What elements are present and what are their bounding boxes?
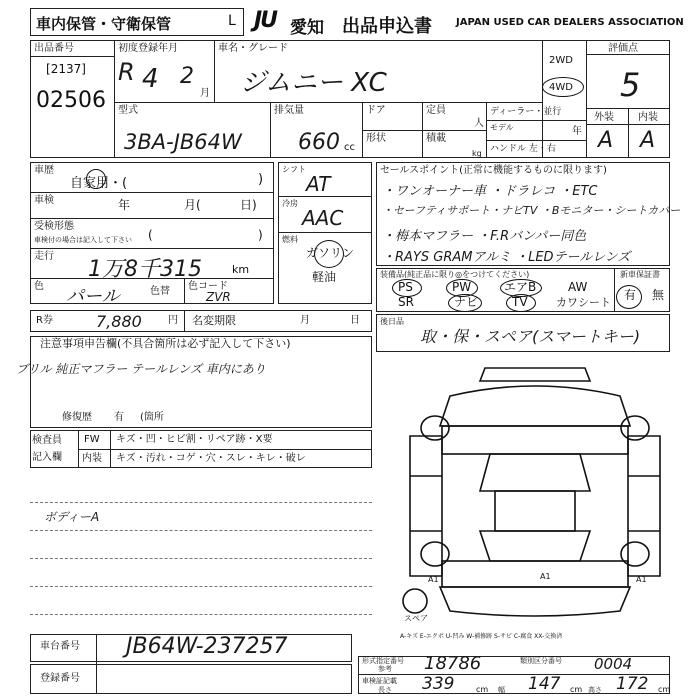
- inspector-row2-label: 内装: [82, 453, 102, 464]
- mileage-unit: km: [232, 263, 250, 276]
- height-value: 172: [616, 674, 649, 694]
- length-cm: cm: [476, 685, 489, 694]
- capacity-unit: 人: [474, 118, 484, 129]
- recycle-unit: 円: [168, 315, 178, 326]
- capacity-label: 定員: [426, 105, 446, 116]
- load-unit: kg: [472, 149, 482, 158]
- inspector-label-1: 検査員: [32, 435, 62, 446]
- grade-l: L: [228, 13, 236, 29]
- inspector-label-2: 記入欄: [32, 452, 62, 463]
- inspection-month: 月(: [184, 198, 201, 212]
- equip-leather: カワシート: [556, 296, 611, 309]
- color-value: パール: [66, 286, 120, 307]
- lot-label: 出品番号: [34, 43, 74, 54]
- model-label: モデル: [490, 123, 514, 132]
- grade-label: 評価点: [608, 43, 638, 54]
- warranty-label: 新車保証書: [620, 270, 660, 279]
- car-name: ジムニー XC: [240, 68, 387, 98]
- form-title: 出品申込書: [342, 16, 432, 37]
- body-note: ボディーA: [44, 510, 100, 524]
- ref-label: 参考: [378, 665, 392, 673]
- warranty-yes: 有: [624, 288, 637, 302]
- equip-ps: PS: [398, 280, 413, 294]
- len-label: 長さ: [378, 686, 392, 694]
- displ-value: 660: [298, 130, 340, 155]
- equip-navi-circle: [448, 294, 482, 312]
- chassis-label: 車台番号: [40, 641, 80, 652]
- fuel-light: 軽油: [312, 270, 337, 284]
- displ-unit: cc: [344, 142, 355, 153]
- history-circle: [86, 169, 106, 189]
- after-value: 取・保・スペア(スマートキー): [420, 327, 641, 346]
- fuel-gas: ガソリン: [306, 246, 355, 260]
- reg-era: R: [118, 58, 135, 86]
- color-label: 色: [34, 281, 44, 292]
- repair-label: 修復歴: [62, 412, 92, 423]
- namechange-label: 名変期限: [192, 314, 236, 327]
- fuel-gas-circle: [314, 240, 344, 268]
- load-label: 積載: [426, 133, 446, 144]
- lot-number: 02506: [36, 88, 106, 113]
- ju-logo: JU: [254, 8, 277, 33]
- interior-value: A: [640, 128, 656, 153]
- drive-4wd: 4WD: [549, 82, 573, 93]
- storage-label: 車内保管・守衛保管: [36, 15, 172, 33]
- sales-label: セールスポイント(正常に機能するものに限ります): [380, 165, 607, 176]
- a1-right: A1: [636, 575, 647, 584]
- equip-tv-circle: [506, 294, 536, 312]
- handle-label: ハンドル 左・右: [490, 144, 556, 154]
- sales-line-1: ・ワンオーナー車 ・ドラレコ ・ETC: [382, 184, 598, 199]
- spare-label: スペア: [404, 614, 428, 623]
- inspector-row1: キズ・凹・ヒビ割・リペア跡・X要: [116, 434, 273, 445]
- reg-year: 4: [142, 64, 159, 94]
- model-code-value: 18786: [424, 653, 482, 674]
- door-label: ドア: [366, 105, 386, 116]
- grade-value: 5: [620, 66, 641, 104]
- lot-sub-value: 2137: [50, 62, 82, 76]
- length-value: 339: [422, 674, 455, 694]
- reception-paren: (: [148, 228, 153, 242]
- repair-has: 有: [114, 412, 124, 423]
- reception-paren-close: ): [258, 228, 263, 242]
- shift-value: AT: [306, 172, 331, 196]
- color-change: 色替: [150, 286, 170, 297]
- car-diagram: [390, 356, 680, 626]
- width-value: 147: [528, 674, 561, 694]
- type-label: 型式: [118, 105, 138, 116]
- repair-place: (箇所: [140, 412, 164, 423]
- height-cm: cm: [658, 685, 671, 694]
- wid-label: 幅: [498, 686, 505, 694]
- interior-label: 内装: [638, 112, 658, 123]
- fuel-label: 燃料: [282, 235, 298, 244]
- equip-pw: PW: [452, 280, 472, 294]
- recycle-label: R券: [36, 315, 53, 326]
- recycle-value: 7,880: [96, 312, 142, 331]
- inspection-label: 車検: [34, 195, 54, 206]
- model-code-label: 形式指定番号: [362, 657, 404, 665]
- notes-label: 注意事項申告欄(不具合箇所は必ず記入して下さい): [40, 337, 291, 350]
- namechange-day: 日: [350, 315, 360, 326]
- dealer-label: ディーラー・並行: [490, 107, 562, 117]
- history-close: ): [258, 172, 264, 187]
- dims-label: 車検証記載: [362, 677, 397, 685]
- reg-month: 2: [180, 64, 194, 89]
- name-label: 車名・グレード: [218, 43, 288, 54]
- class-label: 類別区分番号: [520, 657, 562, 665]
- type-value: 3BA-JB64W: [124, 130, 242, 154]
- color-code-value: ZVR: [206, 290, 231, 304]
- reception-sub: 車検付の場合は記入して下さい: [34, 236, 132, 244]
- warranty-circle: [616, 285, 642, 309]
- chassis-value: JB64W-237257: [126, 634, 288, 659]
- warranty-no: 無: [652, 288, 665, 302]
- inspector-row2: キズ・汚れ・コゲ・穴・スレ・キレ・破レ: [116, 453, 306, 464]
- inspection-year: 年: [118, 198, 131, 212]
- a1-left: A1: [428, 575, 439, 584]
- sales-line-4: ・RAYS GRAMアルミ ・LEDテールレンズ: [382, 250, 631, 265]
- namechange-month: 月: [300, 315, 310, 326]
- model-year: 年: [572, 126, 582, 137]
- prefecture: 愛知: [290, 18, 324, 38]
- sales-line-3: ・梅本マフラー ・F.Rバンパー同色: [382, 229, 587, 244]
- history-value: 自家用・(: [70, 176, 128, 191]
- month-unit: 月: [200, 88, 210, 99]
- sales-line-2: ・セーフティサポート・ナビTV ・Bモニター・シートカバー: [382, 204, 681, 217]
- drive-2wd: 2WD: [549, 55, 573, 66]
- equip-aw: AW: [568, 280, 588, 294]
- ac-label: 冷房: [282, 199, 298, 208]
- mileage-value: 1万8千315: [88, 257, 202, 282]
- color-code-label: 色コード: [188, 281, 228, 292]
- width-cm: cm: [570, 685, 583, 694]
- history-label: 車歴: [34, 165, 54, 176]
- hei-label: 高さ: [588, 686, 602, 694]
- ac-value: AAC: [302, 206, 344, 230]
- damage-legend: A-キズ E-エクボ U-凹み W-補修跡 S-サビ C-腐食 XX-交換済: [400, 633, 563, 640]
- equip-navi: ナビ: [454, 295, 479, 309]
- reception-label: 受検形態: [34, 221, 74, 232]
- after-label: 後日品: [380, 317, 404, 326]
- class-value: 0004: [594, 655, 633, 673]
- regno-label: 登録番号: [40, 673, 80, 684]
- inspector-row1-label: FW: [84, 434, 100, 445]
- a1-bottom: A1: [540, 572, 551, 581]
- equip-ps-circle: [392, 279, 422, 297]
- displ-label: 排気量: [274, 105, 304, 116]
- exterior-label: 外装: [594, 112, 614, 123]
- equip-tv: TV: [512, 295, 528, 309]
- lot-sub: [2137]: [46, 62, 86, 76]
- exterior-value: A: [598, 128, 614, 153]
- notes-value: ブリル 純正マフラー テールレンズ 車内にあり: [16, 362, 266, 376]
- mileage-label: 走行: [34, 251, 54, 262]
- equipment-label: 装備品(純正品に限り◎をつけてください): [380, 270, 530, 279]
- equip-sr: SR: [398, 295, 414, 309]
- association-name: JAPAN USED CAR DEALERS ASSOCIATION: [456, 17, 684, 28]
- shift-label: シフト: [282, 165, 306, 174]
- inspection-day: 日): [240, 198, 257, 212]
- equip-airbag: エアB: [504, 280, 537, 294]
- reg-label: 初度登録年月: [118, 43, 178, 54]
- drive-4wd-circle: [542, 77, 584, 97]
- shape-label: 形状: [366, 133, 386, 144]
